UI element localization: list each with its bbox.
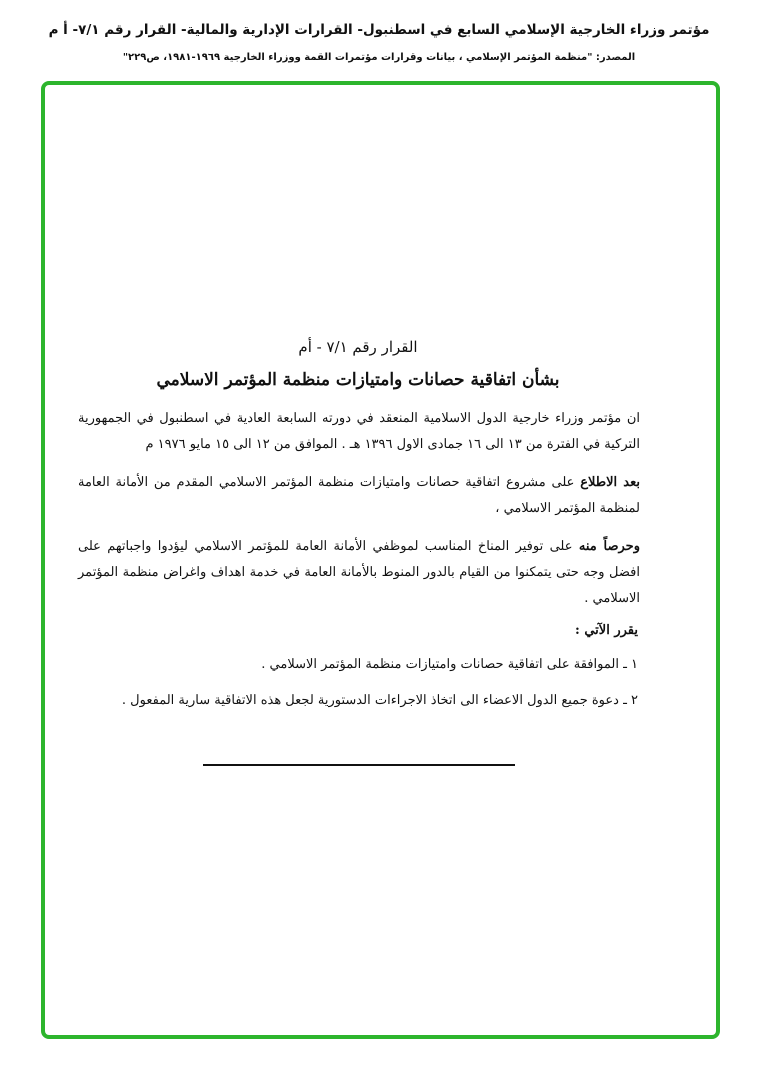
concern-text: على توفير المناخ المناسب لموظفي الأمانة العامة للمؤتمر الاسلامي ليؤدوا واجباتهم على افضل وجه حتى يتمكنوا من القيام بالدور المنوط بالأمانة العامة في خدمة اهداف واغراض منظمة المؤتمر الاسلامي . <box>78 539 640 606</box>
document-header-title: مؤتمر وزراء الخارجية الإسلامي السابع في اسطنبول- القرارات الإدارية والمالية- القرار رقم ٧/١- أ م <box>48 22 710 38</box>
resolution-subject: بشأن اتفاقية حصانات وامتيازات منظمة المؤتمر الاسلامي <box>156 370 560 390</box>
review-paragraph <box>78 470 640 522</box>
decision-item-2: ٢ ـ دعوة جميع الدول الاعضاء الى اتخاذ الاجراءات الدستورية لجعل هذه الاتفاقية سارية المفعول . <box>121 693 638 708</box>
review-lead: بعد الاطلاع <box>580 475 640 490</box>
resolution-number: القرار رقم ٧/١ - أم <box>298 338 418 356</box>
decides-heading: يقرر الآتي : <box>575 623 638 638</box>
review-text: على مشروع اتفاقية حصانات وامتيازات منظمة المؤتمر الاسلامي المقدم من الأمانة العامة لمنظمة المؤتمر الاسلامي ، <box>78 475 640 516</box>
closing-rule <box>203 764 515 766</box>
document-source-line: المصدر: "منظمة المؤتمر الإسلامي ، بيانات وقرارات مؤتمرات القمة ووزراء الخارجية ١٩٦٩-١٩٨١، ص٢٢٩" <box>122 52 636 63</box>
decision-item-1: ١ ـ الموافقة على اتفاقية حصانات وامتيازات منظمة المؤتمر الاسلامي . <box>261 657 638 672</box>
concern-paragraph <box>78 534 640 612</box>
preamble-paragraph: ان مؤتمر وزراء خارجية الدول الاسلامية المنعقد في دورته السابعة العادية في اسطنبول في الجمهورية التركية في الفترة من ١٣ الى ١٦ جمادى الاول ١٣٩٦ هـ . الموافق من ١٢ الى ١٥ مايو ١٩٧٦ م <box>78 411 640 452</box>
concern-lead: وحرصاً منه <box>578 539 640 554</box>
